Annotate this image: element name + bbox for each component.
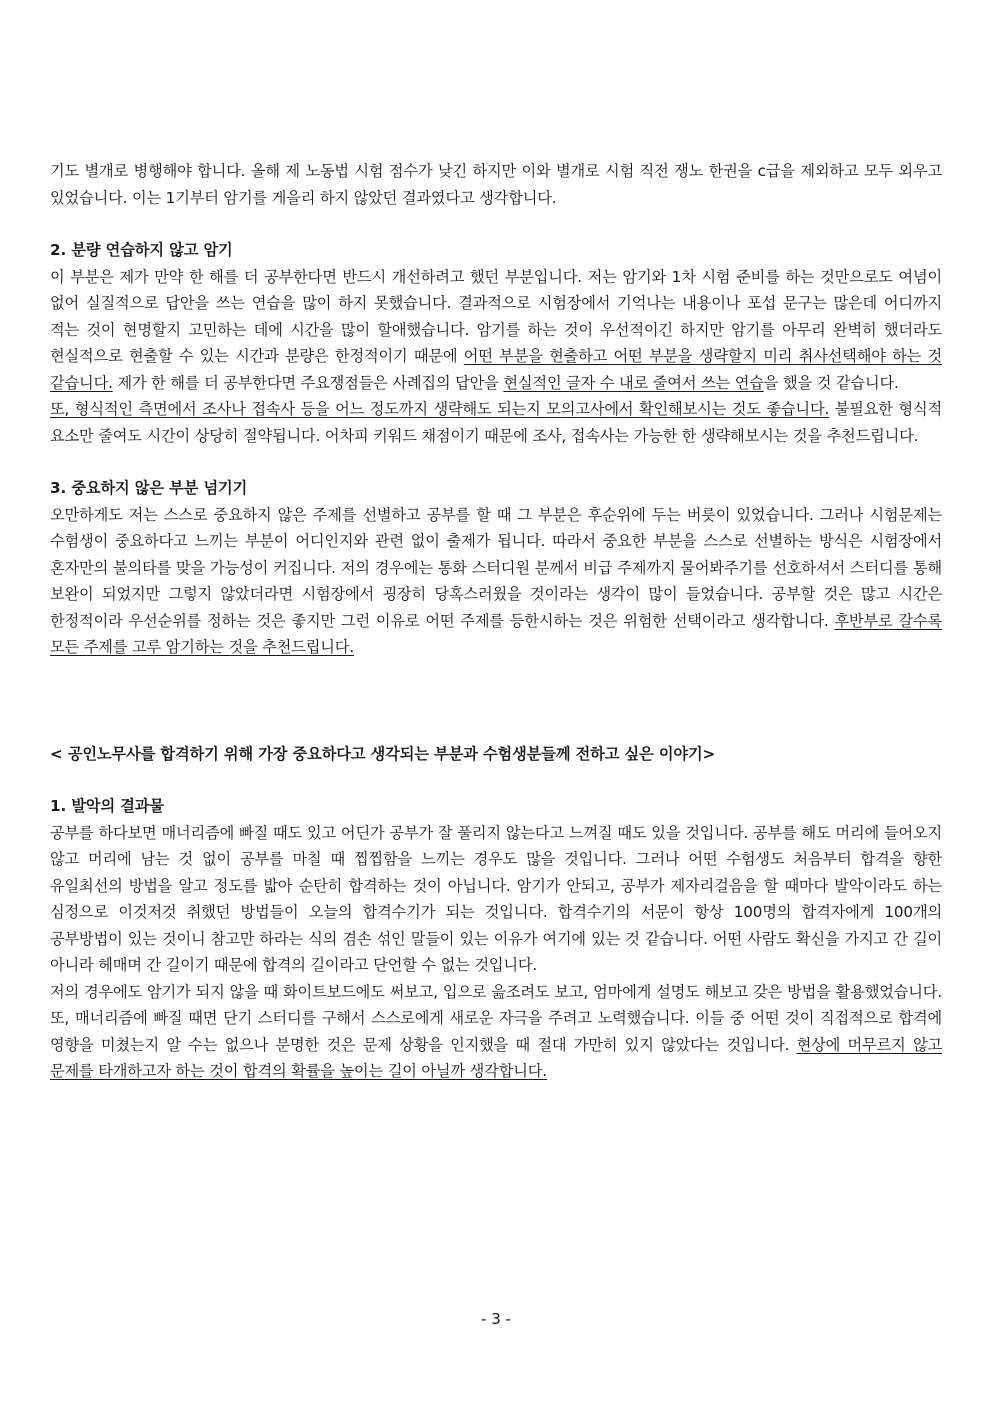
underlined-text: 현상에 머무르지 않고 문제를 타개하고자 하는 것이 합격의 확률을 높이는 길이 아닐까 생각합니다. (50, 1035, 943, 1080)
document-page (50, 158, 942, 1085)
intro-paragraph: 기도 별개로 병행해야 합니다. 올해 제 노동법 시험 점수가 낮긴 하지만 이와 별개로 시험 직전 쟁노 한권을 c급을 제외하고 모두 외우고 있었습니다. 이는 1기부터 암기를 게을리 하지 않았던 결과였다고 생각합니다. (50, 162, 942, 207)
page-number: - 3 - (481, 1310, 511, 1328)
underlined-text: 어떤 부분을 현출하고 어떤 부분을 생략할지 미리 취사선택해야 하는 것 같습니다. (50, 347, 942, 392)
section-heading-balak: 1. 발악의 결과물 (50, 797, 164, 815)
section4-paragraph-1: 공부를 하다보면 매너리즘에 빠질 때도 있고 어딘가 공부가 잘 풀리지 않는다고 느껴질 때도 있을 것입니다. 공부를 해도 머리에 들어오지 않고 머리에 남는 것 없이 공부를 마칠 때 찝찝함을 느끼는 경우도 많을 것입니다. 그러나 어떤 수험생도 처음부터 합격을 향한 유일최선의 방법을 알고 정도를 밟아 순탄히 합격하는 것이 아닙니다. 암기가 안되고, 공부가 제자리걸음을 할 때마다 발악이라도 하는 심정으로 이것저것 취했던 방법들이 오늘의 합격수기가 되는 것입니다. 합격수기의 서문이 항상 100명의 합격자에게 100개의 공부방법이 있는 것이니 참고만 하라는 식의 겸손 섞인 말들이 있는 이유가 여기에 있는 것 같습니다. 어떤 사람도 확신을 가지고 간 길이 아니라 헤매며 간 길이기 때문에 합격의 길이라고 단언할 수 없는 것입니다. (50, 823, 942, 974)
text-span: 오만하게도 저는 스스로 중요하지 않은 주제를 선별하고 공부를 할 때 그 부분은 후순위에 두는 버릇이 있었습니다. 그러나 시험문제는 수험생이 중요하다고 느끼는 부분이 어디인지와 관련 없이 출제가 됩니다. 따라서 중요한 부분을 스스로 선별하는 방식은 시험장에서 혼자만의 불의타를 맞을 가능성이 커집니다. 저의 경우에는 통화 스터디원 분께서 비급 주제까지 물어봐주기를 선호하셔서 스터디를 통해 보완이 되었지만 그렇지 않았더라면 시험장에서 굉장히 당혹스러웠을 것이라는 생각이 많이 들었습니다. 공부할 것은 많고 시간은 한정적이라 우선순위를 정하는 것은 좋지만 그런 이유로 어떤 주제를 등한시하는 것은 위험한 선택이라고 생각합니다. (50, 505, 942, 630)
section2-paragraph-1 (50, 264, 942, 397)
underlined-text: 현실적인 글자 수 내로 줄여서 쓰는 연습 (503, 373, 764, 392)
section4-paragraph-2 (50, 979, 942, 1085)
section2-paragraph-2 (50, 396, 942, 449)
text-span: 저의 경우에도 암기가 되지 않을 때 화이트보드에도 써보고, 입으로 읊조려도 보고, 엄마에게 설명도 해보고 갖은 방법을 활용했었습니다. 또, 매너리즘에 빠질 때면 단기 스터디를 구해서 스스로에게 새로운 자극을 주려고 노력했습니다. 이들 중 어떤 것이 직접적으로 합격에 영향을 미쳤는지 알 수는 없으나 분명한 것은 문제 상황을 인지했을 때 절대 가만히 있지 않았다는 것입니다. (50, 982, 942, 1054)
text-span: 불필요한 형식적 요소만 줄여도 시간이 상당히 절약됩니다. 어차피 키워드 채점이기 때문에 조사, 접속사는 가능한 한 생략해보시는 것을 추천드립니다. (50, 400, 942, 445)
section-heading-3: 3. 중요하지 않은 부분 넘기기 (50, 479, 248, 497)
section3-paragraph-1 (50, 502, 942, 661)
underlined-text: 후반부로 갈수록 모든 주제를 고루 암기하는 것을 추천드립니다. (50, 611, 942, 656)
section-heading-2: 2. 분량 연습하지 않고 암기 (50, 241, 233, 259)
main-section-heading: < 공인노무사를 합격하기 위해 가장 중요하다고 생각되는 부분과 수험생분들께 전하고 싶은 이야기> (50, 744, 716, 763)
text-span: 이 부분은 제가 만약 한 해를 더 공부한다면 반드시 개선하려고 했던 부분입니다. 저는 암기와 1차 시험 준비를 하는 것만으로도 여념이 없어 실질적으로 답안을 쓰는 연습을 많이 하지 못했습니다. 결과적으로 시험장에서 기억나는 내용이나 포섭 문구는 많은데 어디까지 적는 것이 현명할지 고민하는 데에 시간을 많이 할애했습니다. 암기를 하는 것이 우선적이긴 하지만 암기를 아무리 완벽히 했더라도 현실적으로 현출할 수 있는 시간과 분량은 한정적이기 때문에 (50, 267, 942, 365)
text-span: 을 했을 것 같습니다. (763, 373, 899, 392)
text-span: 제가 한 해를 더 공부한다면 주요쟁점들은 사례집의 답안을 (112, 373, 504, 392)
underlined-text: 또, 형식적인 측면에서 조사나 접속사 등을 어느 정도까지 생략해도 되는지 모의고사에서 확인해보시는 것도 좋습니다. (50, 400, 830, 418)
